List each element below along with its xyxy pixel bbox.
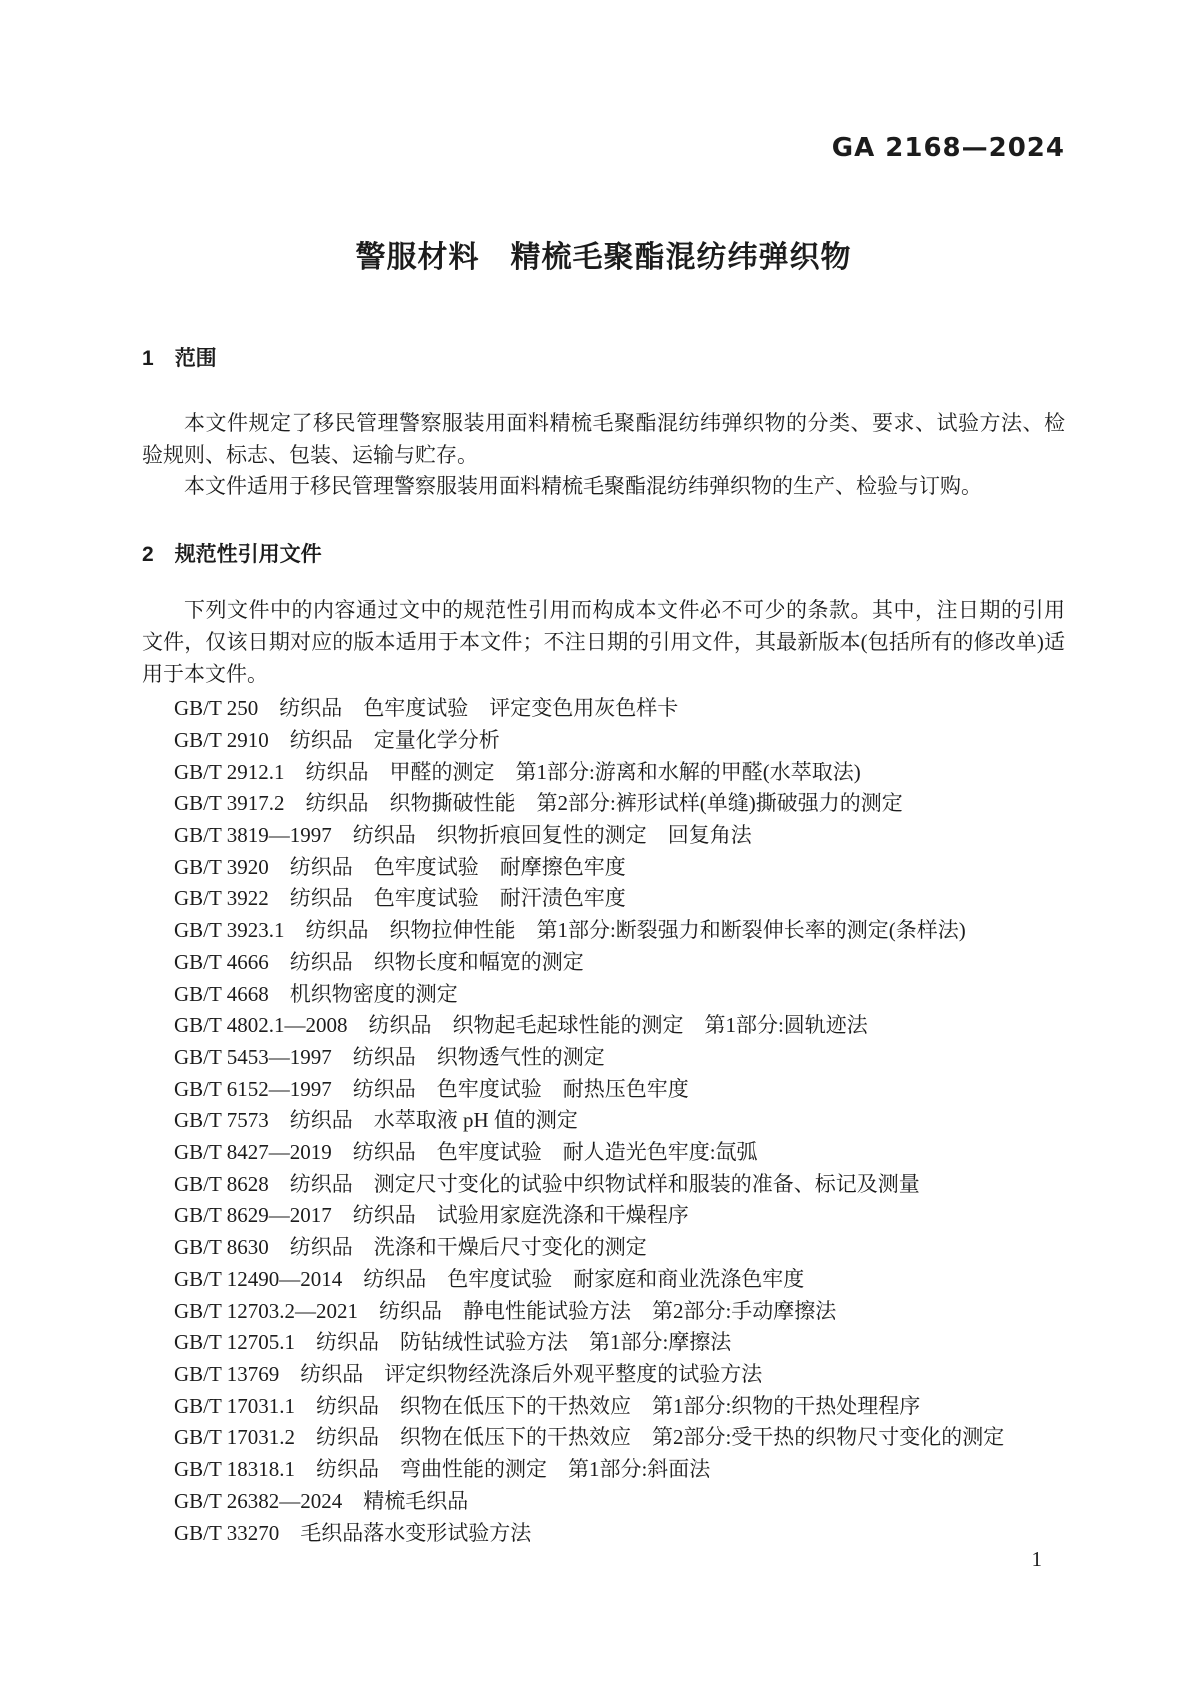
- reference-item: GB/T 8628 纺织品 测定尺寸变化的试验中织物试样和服装的准备、标记及测量: [174, 1171, 920, 1196]
- reference-item: GB/T 4668 机织物密度的测定: [174, 981, 458, 1006]
- reference-item: GB/T 12703.2—2021 纺织品 静电性能试验方法 第2部分:手动摩擦法: [174, 1298, 837, 1323]
- references-intro-paragraph: 下列文件中的内容通过文中的规范性引用而构成本文件必不可少的条款。其中，注日期的引用文件，仅该日期对应的版本适用于本文件；不注日期的引用文件，其最新版本(包括所有的修改单)适用于本文件。: [142, 598, 1065, 686]
- reference-item: GB/T 3819—1997 纺织品 织物折痕回复性的测定 回复角法: [174, 823, 752, 848]
- section-scope: [142, 344, 1065, 503]
- reference-item: GB/T 8427—2019 纺织品 色牢度试验 耐人造光色牢度:氙弧: [174, 1140, 758, 1165]
- reference-item: GB/T 8630 纺织品 洗涤和干燥后尺寸变化的测定: [174, 1235, 647, 1260]
- reference-list: [142, 693, 1065, 1549]
- reference-item: GB/T 33270 毛织品落水变形试验方法: [174, 1520, 532, 1545]
- reference-item: GB/T 2912.1 纺织品 甲醛的测定 第1部分:游离和水解的甲醛(水萃取法): [174, 759, 861, 784]
- section-1-number: 1: [142, 347, 154, 370]
- reference-item: GB/T 13769 纺织品 评定织物经洗涤后外观平整度的试验方法: [174, 1361, 763, 1386]
- document-title: 警服材料 精梳毛聚酯混纺纬弹织物: [355, 241, 852, 274]
- reference-item: GB/T 3917.2 纺织品 织物撕破性能 第2部分:裤形试样(单缝)撕破强力的测定: [174, 791, 903, 816]
- reference-item: GB/T 4802.1—2008 纺织品 织物起毛起球性能的测定 第1部分:圆轨迹法: [174, 1013, 868, 1038]
- section-2-number: 2: [142, 543, 154, 567]
- scope-paragraph-1: 本文件规定了移民管理警察服装用面料精梳毛聚酯混纺纬弹织物的分类、要求、试验方法、检验规则、标志、包装、运输与贮存。: [142, 411, 1065, 467]
- reference-item: GB/T 3923.1 纺织品 织物拉伸性能 第1部分:断裂强力和断裂伸长率的测定(条样法): [174, 918, 966, 943]
- reference-item: GB/T 26382—2024 精梳毛织品: [174, 1488, 469, 1513]
- reference-item: GB/T 12705.1 纺织品 防钻绒性试验方法 第1部分:摩擦法: [174, 1330, 732, 1355]
- standard-number: GA 2168—2024: [831, 133, 1065, 163]
- reference-item: GB/T 4666 纺织品 织物长度和幅宽的测定: [174, 949, 584, 974]
- reference-item: GB/T 2910 纺织品 定量化学分析: [174, 727, 500, 752]
- reference-item: GB/T 17031.1 纺织品 织物在低压下的干热效应 第1部分:织物的干热处理程序: [174, 1393, 921, 1418]
- section-2-heading: [142, 540, 1065, 570]
- reference-item: GB/T 3920 纺织品 色牢度试验 耐摩擦色牢度: [174, 854, 626, 879]
- section-2-title: 规范性引用文件: [174, 543, 322, 567]
- reference-item: GB/T 17031.2 纺织品 织物在低压下的干热效应 第2部分:受干热的织物尺寸变化的测定: [174, 1425, 1005, 1450]
- reference-item: GB/T 18318.1 纺织品 弯曲性能的测定 第1部分:斜面法: [174, 1457, 711, 1482]
- reference-item: GB/T 5453—1997 纺织品 织物透气性的测定: [174, 1044, 605, 1069]
- reference-item: GB/T 8629—2017 纺织品 试验用家庭洗涤和干燥程序: [174, 1203, 689, 1228]
- section-normative-references: [142, 540, 1065, 1549]
- page-number: 1: [1031, 1547, 1042, 1571]
- reference-item: GB/T 3922 纺织品 色牢度试验 耐汗渍色牢度: [174, 886, 626, 911]
- reference-item: GB/T 250 纺织品 色牢度试验 评定变色用灰色样卡: [174, 696, 679, 721]
- reference-item: GB/T 6152—1997 纺织品 色牢度试验 耐热压色牢度: [174, 1076, 689, 1101]
- reference-item: GB/T 7573 纺织品 水萃取液 pH 值的测定: [174, 1108, 578, 1133]
- section-1-heading: [142, 344, 1065, 374]
- reference-item: GB/T 12490—2014 纺织品 色牢度试验 耐家庭和商业洗涤色牢度: [174, 1266, 805, 1291]
- scope-paragraph-2: 本文件适用于移民管理警察服装用面料精梳毛聚酯混纺纬弹织物的生产、检验与订购。: [184, 474, 982, 499]
- section-1-title: 范围: [174, 347, 217, 370]
